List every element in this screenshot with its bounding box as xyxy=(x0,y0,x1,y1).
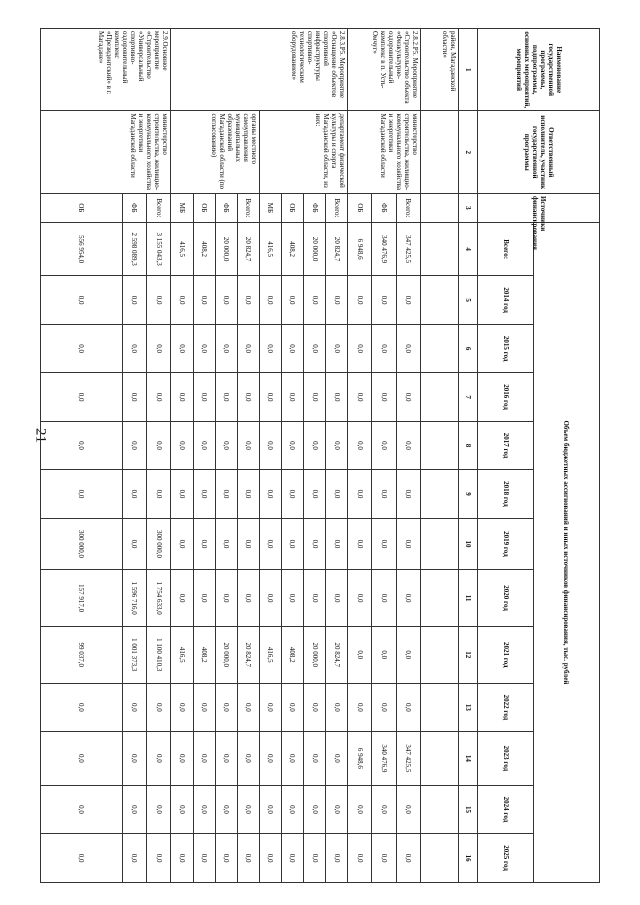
cell-value: 0,0 xyxy=(326,732,348,786)
header-year: 2014 год xyxy=(478,276,533,324)
table-row xyxy=(326,29,348,883)
cell-value: 0,0 xyxy=(193,732,215,786)
header-year: 2016 год xyxy=(478,373,533,421)
cell-value: 0,0 xyxy=(237,785,259,833)
cell-value: 1 100 410,3 xyxy=(147,626,171,683)
cell-value: 0,0 xyxy=(303,324,325,372)
cell-value: 1 754 633,0 xyxy=(147,570,171,627)
header-volume: Объем бюджетных ассигнований и иных источников финансирования, тыс. рублей xyxy=(533,222,599,882)
cell-value: 416,5 xyxy=(171,626,193,683)
cell-value: 0,0 xyxy=(259,470,281,518)
column-number: 7 xyxy=(458,373,478,421)
rotated-page xyxy=(40,28,600,883)
cell-value: 0,0 xyxy=(281,518,303,570)
column-number: 15 xyxy=(458,785,478,833)
cell-value: 0,0 xyxy=(281,324,303,372)
cell-value: 99 037,0 xyxy=(41,626,123,683)
cell-source: ФБ xyxy=(122,193,146,222)
cell-value: 0,0 xyxy=(147,785,171,833)
column-number: 14 xyxy=(458,732,478,786)
cell-value: 0,0 xyxy=(215,421,237,469)
cell-value: 0,0 xyxy=(348,683,372,731)
cell-value: 0,0 xyxy=(326,373,348,421)
page-number: 21 xyxy=(32,428,49,443)
column-number: 6 xyxy=(458,324,478,372)
cell-value: 0,0 xyxy=(193,276,215,324)
cell-value: 0,0 xyxy=(215,470,237,518)
cell-value: 20 000,0 xyxy=(215,626,237,683)
cell-value: 0,0 xyxy=(326,570,348,627)
cell-value: 0,0 xyxy=(41,373,123,421)
cell-value: 0,0 xyxy=(396,785,420,833)
column-number: 9 xyxy=(458,470,478,518)
cell-value: 0,0 xyxy=(326,324,348,372)
header-year: 2021 год xyxy=(478,626,533,683)
cell-value: 0,0 xyxy=(193,834,215,883)
cell-value: 0,0 xyxy=(122,324,146,372)
cell-value: 0,0 xyxy=(281,732,303,786)
cell-value: 0,0 xyxy=(281,373,303,421)
cell-value: 0,0 xyxy=(372,421,396,469)
cell-value: 157 917,0 xyxy=(41,570,123,627)
cell-value: 556 954,0 xyxy=(41,222,123,276)
cell-value: 0,0 xyxy=(259,732,281,786)
cell-value: 0,0 xyxy=(259,518,281,570)
cell-value: 0,0 xyxy=(122,421,146,469)
cell-source: МБ xyxy=(171,193,193,222)
cell-value: 0,0 xyxy=(372,276,396,324)
header-year: 2022 год xyxy=(478,683,533,731)
cell-source: ОБ xyxy=(281,193,303,222)
cell-value: 20 824,7 xyxy=(326,626,348,683)
cell-value: 0,0 xyxy=(237,834,259,883)
cell-value: 0,0 xyxy=(147,421,171,469)
column-number: 5 xyxy=(458,276,478,324)
cell-value: 0,0 xyxy=(237,518,259,570)
header-responsible: Ответственный исполнитель, участник государственной программы xyxy=(478,111,600,193)
cell-value: 0,0 xyxy=(193,785,215,833)
cell-source: Всего: xyxy=(237,193,259,222)
cell-value: 0,0 xyxy=(281,834,303,883)
cell-value: 340 476,9 xyxy=(372,732,396,786)
table-row xyxy=(237,29,259,883)
cell-value: 0,0 xyxy=(396,834,420,883)
cell-value: 0,0 xyxy=(171,324,193,372)
cell-value: 0,0 xyxy=(326,834,348,883)
column-number: 10 xyxy=(458,518,478,570)
cell-value: 0,0 xyxy=(122,732,146,786)
column-number: 4 xyxy=(458,222,478,276)
cell-value: 408,2 xyxy=(281,626,303,683)
cell-value: 0,0 xyxy=(147,683,171,731)
cell-value: 0,0 xyxy=(147,324,171,372)
header-year: 2024 год xyxy=(478,785,533,833)
cell-value: 0,0 xyxy=(171,470,193,518)
cell-value: 0,0 xyxy=(348,785,372,833)
cell-value: 0,0 xyxy=(147,732,171,786)
cell-value: 20 000,0 xyxy=(303,626,325,683)
cell-value: 0,0 xyxy=(171,421,193,469)
cell-source: Всего: xyxy=(147,193,171,222)
cell-value: 0,0 xyxy=(237,421,259,469)
cell-source: ФБ xyxy=(303,193,325,222)
row-name: 2.8.2.Р5. Мероприятие «Строительство объекта «Физкультурно-оздоровительный комплекс в п. Усть-Омчуг» xyxy=(348,29,421,111)
cell-value: 416,5 xyxy=(259,222,281,276)
cell-value: 0,0 xyxy=(348,518,372,570)
row-responsible: министерство строительства, жилищно-коммунального хозяйства и энергетики Магаданской области xyxy=(348,111,421,193)
cell-value: 0,0 xyxy=(281,570,303,627)
cell-value: 0,0 xyxy=(259,373,281,421)
cell-value: 20 824,7 xyxy=(237,626,259,683)
cell-value: 0,0 xyxy=(215,276,237,324)
table-row xyxy=(421,29,459,883)
cell-value: 0,0 xyxy=(122,518,146,570)
cell-value: 0,0 xyxy=(147,373,171,421)
column-numbers-row xyxy=(458,29,478,883)
cell-value: 0,0 xyxy=(348,570,372,627)
cell-value: 0,0 xyxy=(396,276,420,324)
cell-source: ФБ xyxy=(215,193,237,222)
row-name: 2.9.Основное мероприятие «Строительство «Универсальный спортивно-оздоровительный комплекс «Президентский» в г. Магадане» xyxy=(41,29,171,111)
cell-value: 340 476,9 xyxy=(372,222,396,276)
cell-value: 0,0 xyxy=(171,518,193,570)
cell-value: 0,0 xyxy=(348,373,372,421)
cell-value: 0,0 xyxy=(171,785,193,833)
cell-value: 0,0 xyxy=(41,683,123,731)
cell-value: 0,0 xyxy=(237,324,259,372)
cell-source: ОБ xyxy=(348,193,372,222)
cell-value: 0,0 xyxy=(372,324,396,372)
cell-value: 0,0 xyxy=(171,683,193,731)
cell-value: 20 824,7 xyxy=(237,222,259,276)
header-year: 2017 год xyxy=(478,421,533,469)
cell-value: 0,0 xyxy=(41,785,123,833)
cell-value: 0,0 xyxy=(396,324,420,372)
cell-value: 0,0 xyxy=(303,785,325,833)
cell-value: 0,0 xyxy=(171,276,193,324)
cell-value: 0,0 xyxy=(122,276,146,324)
cell-value: 0,0 xyxy=(147,470,171,518)
cell-value: 0,0 xyxy=(193,324,215,372)
header-total: Всего: xyxy=(478,222,533,276)
cell-value: 0,0 xyxy=(372,683,396,731)
cell-value: 0,0 xyxy=(326,276,348,324)
cell-value: 0,0 xyxy=(303,276,325,324)
cell-value: 0,0 xyxy=(396,626,420,683)
cell-value: 0,0 xyxy=(303,732,325,786)
cell-source: Всего: xyxy=(396,193,420,222)
cell-source: ОБ xyxy=(193,193,215,222)
header-name: Наименование государственной программы, подпрограммы, основных мероприятий, мероприятий xyxy=(478,29,600,111)
cell-value: 0,0 xyxy=(122,785,146,833)
cell-value: 408,2 xyxy=(193,222,215,276)
header-year: 2025 год xyxy=(478,834,533,883)
cell-value: 0,0 xyxy=(215,373,237,421)
cell-value: 0,0 xyxy=(348,276,372,324)
cell-value: 0,0 xyxy=(193,683,215,731)
cell-value: 0,0 xyxy=(396,373,420,421)
cell-value: 0,0 xyxy=(326,683,348,731)
column-number: 3 xyxy=(458,193,478,222)
cell-value: 0,0 xyxy=(372,373,396,421)
header-year: 2023 год xyxy=(478,732,533,786)
cell-value: 0,0 xyxy=(147,276,171,324)
financing-table xyxy=(40,28,600,883)
column-number: 13 xyxy=(458,683,478,731)
cell-value: 0,0 xyxy=(348,834,372,883)
cell-value: 0,0 xyxy=(303,834,325,883)
cell-value: 408,2 xyxy=(193,626,215,683)
header-year: 2019 год xyxy=(478,518,533,570)
cell-value: 300 000,0 xyxy=(147,518,171,570)
cell-value: 0,0 xyxy=(215,570,237,627)
cell-value: 1 596 716,0 xyxy=(122,570,146,627)
row-responsible: органы местного самоуправления муниципальных образований Магаданской области (по согласованию) xyxy=(171,111,259,193)
cell-value: 0,0 xyxy=(372,785,396,833)
cell-value: 0,0 xyxy=(259,570,281,627)
cell-value: 0,0 xyxy=(215,683,237,731)
cell-value: 0,0 xyxy=(193,421,215,469)
column-number: 16 xyxy=(458,834,478,883)
cell-value: 0,0 xyxy=(303,373,325,421)
header-source: Источники финансирования xyxy=(478,193,600,222)
cell-value: 0,0 xyxy=(281,276,303,324)
header-year: 2020 год xyxy=(478,570,533,627)
cell-value: 0,0 xyxy=(122,470,146,518)
cell-value: 0,0 xyxy=(147,834,171,883)
cell-value: 0,0 xyxy=(259,834,281,883)
cell-value: 0,0 xyxy=(396,570,420,627)
cell-value: 0,0 xyxy=(372,570,396,627)
cell-value: 0,0 xyxy=(281,470,303,518)
cell-value: 0,0 xyxy=(372,626,396,683)
cell-value: 0,0 xyxy=(237,373,259,421)
cell-value: 0,0 xyxy=(303,570,325,627)
column-number: 11 xyxy=(458,570,478,627)
cell-value: 0,0 xyxy=(259,421,281,469)
cell-value: 408,2 xyxy=(281,222,303,276)
cell-value: 0,0 xyxy=(122,373,146,421)
cell-value: 0,0 xyxy=(215,324,237,372)
cell-value: 0,0 xyxy=(215,834,237,883)
cell-value: 0,0 xyxy=(372,834,396,883)
cell-value: 0,0 xyxy=(303,683,325,731)
cell-value: 0,0 xyxy=(396,470,420,518)
cell-value: 0,0 xyxy=(122,834,146,883)
column-number: 12 xyxy=(458,626,478,683)
row-name: район, Магаданской области» xyxy=(421,29,459,111)
cell-value: 0,0 xyxy=(303,470,325,518)
cell-value: 0,0 xyxy=(372,470,396,518)
row-responsible: департамент физической культуры и спорта Магаданской области, из них: xyxy=(259,111,347,193)
cell-value: 20 000,0 xyxy=(303,222,325,276)
cell-value: 0,0 xyxy=(41,732,123,786)
cell-value: 347 425,5 xyxy=(396,222,420,276)
cell-value: 0,0 xyxy=(171,373,193,421)
cell-value: 0,0 xyxy=(348,626,372,683)
cell-value: 0,0 xyxy=(326,421,348,469)
cell-value: 6 948,6 xyxy=(348,732,372,786)
cell-value: 0,0 xyxy=(215,518,237,570)
cell-value: 0,0 xyxy=(193,373,215,421)
cell-value: 0,0 xyxy=(171,732,193,786)
cell-value: 0,0 xyxy=(193,518,215,570)
table-row xyxy=(396,29,420,883)
cell-value: 0,0 xyxy=(41,834,123,883)
cell-value: 0,0 xyxy=(372,518,396,570)
cell-value: 0,0 xyxy=(41,276,123,324)
cell-value: 0,0 xyxy=(215,732,237,786)
table-row xyxy=(147,29,171,883)
cell-value: 2 598 089,3 xyxy=(122,222,146,276)
cell-value: 0,0 xyxy=(326,470,348,518)
cell-value: 0,0 xyxy=(237,570,259,627)
cell-value: 0,0 xyxy=(171,570,193,627)
cell-value: 0,0 xyxy=(396,683,420,731)
cell-value: 0,0 xyxy=(281,421,303,469)
cell-value: 20 824,7 xyxy=(326,222,348,276)
cell-value: 0,0 xyxy=(237,276,259,324)
cell-value: 3 155 043,3 xyxy=(147,222,171,276)
cell-value: 0,0 xyxy=(348,470,372,518)
cell-value: 0,0 xyxy=(303,421,325,469)
cell-value: 0,0 xyxy=(41,324,123,372)
cell-value: 0,0 xyxy=(193,470,215,518)
cell-value: 0,0 xyxy=(237,683,259,731)
cell-value: 0,0 xyxy=(193,570,215,627)
cell-value: 347 425,5 xyxy=(396,732,420,786)
cell-value: 0,0 xyxy=(348,421,372,469)
cell-value: 0,0 xyxy=(396,518,420,570)
cell-value: 0,0 xyxy=(122,683,146,731)
column-number: 2 xyxy=(458,111,478,193)
cell-value: 0,0 xyxy=(326,518,348,570)
cell-value: 0,0 xyxy=(41,470,123,518)
cell-value: 0,0 xyxy=(41,421,123,469)
cell-value: 0,0 xyxy=(326,785,348,833)
cell-value: 0,0 xyxy=(303,518,325,570)
header-year: 2015 год xyxy=(478,324,533,372)
cell-value: 0,0 xyxy=(348,324,372,372)
row-responsible: министерство строительства, жилищно-коммунального хозяйства и энергетики Магаданской области xyxy=(41,111,171,193)
cell-value: 0,0 xyxy=(237,732,259,786)
cell-value: 6 948,6 xyxy=(348,222,372,276)
cell-value: 20 000,0 xyxy=(215,222,237,276)
cell-source: ОБ xyxy=(41,193,123,222)
cell-value: 0,0 xyxy=(259,276,281,324)
cell-value: 300 000,0 xyxy=(41,518,123,570)
cell-value: 0,0 xyxy=(396,421,420,469)
header-year: 2018 год xyxy=(478,470,533,518)
row-name: 2.8.3.Р5. Мероприятие «Оснащение объектов спортивной инфраструктуры спортивно-технологическим оборудованием» xyxy=(171,29,348,111)
cell-source: Всего: xyxy=(326,193,348,222)
cell-value: 0,0 xyxy=(171,834,193,883)
cell-value: 416,5 xyxy=(171,222,193,276)
cell-value: 0,0 xyxy=(237,470,259,518)
cell-source: МБ xyxy=(259,193,281,222)
cell-value: 0,0 xyxy=(259,785,281,833)
column-number: 1 xyxy=(458,29,478,111)
cell-source: ФБ xyxy=(372,193,396,222)
column-number: 8 xyxy=(458,421,478,469)
cell-value: 1 001 373,3 xyxy=(122,626,146,683)
cell-value: 0,0 xyxy=(259,324,281,372)
cell-value: 0,0 xyxy=(281,683,303,731)
cell-value: 416,5 xyxy=(259,626,281,683)
cell-value: 0,0 xyxy=(215,785,237,833)
cell-value: 0,0 xyxy=(281,785,303,833)
cell-value: 0,0 xyxy=(259,683,281,731)
